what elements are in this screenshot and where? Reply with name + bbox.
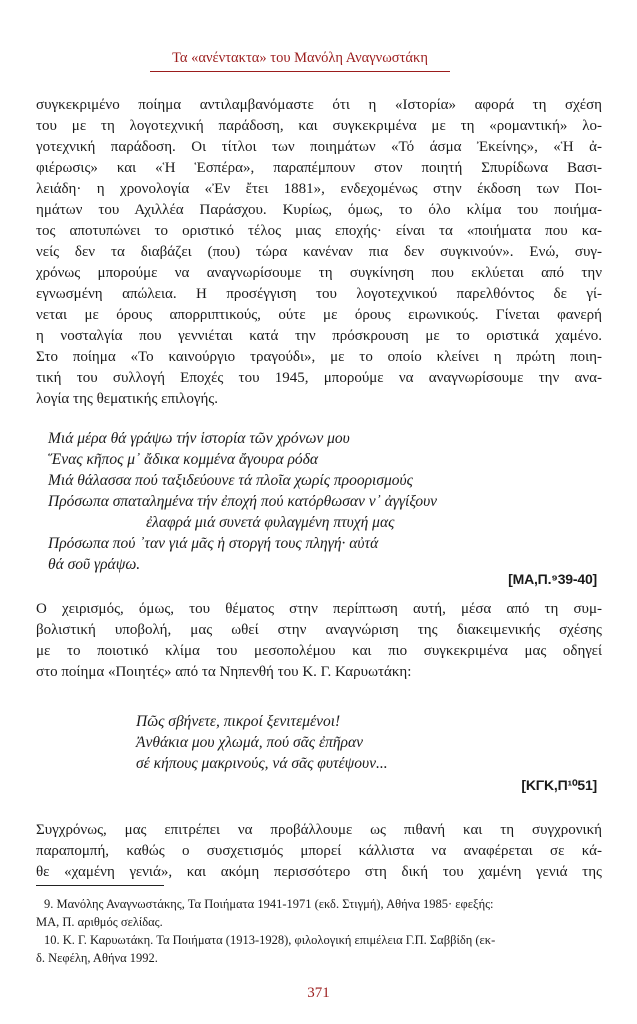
citation-reference-2: [ΚΓΚ,Π¹⁰51] (521, 777, 597, 793)
body-paragraph-1 (36, 95, 602, 410)
body-paragraph-2 (36, 599, 602, 683)
poem-line: σέ κήπους μακρινούς, νά σᾶς φυτέψουν... (136, 755, 388, 772)
poem-line: Μιά θάλασσα πού ταξιδεύουνε τά πλοῖα χωρίς προορισμούς (48, 472, 413, 489)
text-line: θε «χαμένη γενιά», και ακόμη περισσότερο στη δική του χαμένη γενιά της (36, 864, 602, 880)
text-line: του με τη λογοτεχνική παράδοση, και συγκεκριμένα με τη «ρομαντική» λο- (36, 118, 602, 134)
text-line: παραπομπή, καθώς ο συσχετισμός μπορεί κάλλιστα να αναφέρεται σε κά- (36, 843, 602, 859)
text-line: τος αποτυπώνει το οριστικό τέλος μιας εποχής· είναι τα «ποιήματα που κα- (36, 223, 602, 239)
poem-quote-2 (136, 711, 388, 774)
poem-line: Ἀνθάκια μου χλωμά, πού σᾶς ἐπῆραν (136, 734, 363, 751)
text-line: νείς δεν τα διαβάζει (που) τώρα κανέναν πια δεν συγκινούν». Ενώ, συγ- (36, 244, 602, 260)
running-header: Τα «ανέντακτα» του Μανόλη Αναγνωστάκη (150, 50, 450, 72)
text-line: συγκεκριμένο ποίημα αντιλαμβανόμαστε ότι η «Ιστορία» αφορά τη σχέση (36, 97, 602, 113)
text-line: βολιστική υποβολή, μας ωθεί στην αναγνώριση της διακειμενικής σχέσης (36, 622, 602, 638)
text-line: Ο χειρισμός, όμως, του θέματος στην περίπτωση αυτή, μέσα από τη συμ- (36, 601, 602, 617)
footnote-10-line-2: δ. Νεφέλη, Αθήνα 1992. (36, 951, 158, 965)
text-line: η νοσταλγία που γεννιέται κατά την πρόσκρουση με το οριστικά χαμένο. (36, 328, 602, 344)
page-number: 371 (307, 985, 330, 1001)
poem-line: Πρόσωπα σπαταλημένα τήν ἐποχή πού κατόρθωσαν ν᾽ ἀγγίξουν (48, 493, 438, 510)
poem-line: Πῶς σβήνετε, πικροί ξενιτεμένοι! (136, 713, 341, 730)
text-line: εγνωσμένη απώλεια. Η προσέγγιση του λογοτεχνικού παρελθόντος δε γί- (36, 286, 602, 302)
text-line: λειάδη· η χρονολογία «Ἐν ἔτει 1881», ενδεχομένως στην έκδοση των Ποι- (36, 181, 602, 197)
poem-quote-1 (48, 428, 437, 575)
text-line: Συγχρόνως, μας επιτρέπει να προβάλλουμε ως πιθανή και τη συγχρονική (36, 822, 602, 838)
footnote-9-line-2: ΜΑ, Π. αριθμός σελίδας. (36, 915, 163, 929)
text-line: νεται με όρους απορριπτικούς, ούτε με όρους ειρωνικούς. Γίνεται φανερή (36, 307, 602, 323)
text-line: ημάτων του Αχιλλέα Παράσχου. Κυρίως, όμως, το όλο κλίμα του ποιήμα- (36, 202, 602, 218)
poem-line: ἐλαφρά μιά συνετά φυλαγμένη πτυχή μας (146, 514, 395, 531)
text-line: χρόνως μπορούμε να αναγνωρίσουμε τη συγκίνηση που εκλύεται από την (36, 265, 602, 281)
text-line: στο ποίημα «Ποιητές» από τα Νηπενθή του Κ. Γ. Καρυωτάκη: (36, 664, 412, 680)
text-line: με το ποιοτικό κλίμα του μεσοπολέμου και πιο συγκεκριμένα μας οδηγεί (36, 643, 602, 659)
footnote-9-line-1: 9. Μανόλης Αναγνωστάκης, Τα Ποιήματα 1941-1971 (εκδ. Στιγμή), Αθήνα 1985· εφεξής: (44, 897, 494, 911)
citation-reference-1: [ΜΑ,Π.⁹39-40] (508, 571, 597, 587)
poem-line: Μιά μέρα θά γράψω τήν ἱστορία τῶν χρόνων μου (48, 430, 350, 447)
footnotes (36, 895, 602, 967)
text-line: τική του συλλογή Εποχές του 1945, μπορούμε να αναγνωρίσουμε την ανα- (36, 370, 602, 386)
text-line: φιέρωσις» και «Ἡ Ἑσπέρα», παραπέμπουν στον ποιητή Σπυρίδωνα Βασι- (36, 160, 602, 176)
text-line: Στο ποίημα «Το καινούργιο τραγούδι», με το οποίο κλείνει η πρώτη ποιη- (36, 349, 602, 365)
text-line: λογία της θεματικής επιλογής. (36, 391, 218, 407)
body-paragraph-3 (36, 820, 602, 883)
poem-line: Πρόσωπα πού ᾽ταν γιά μᾶς ἡ στοργή τους πληγή· αὐτά (48, 535, 379, 552)
text-line: γοτεχνική παράδοση. Οι τίτλοι των ποιημάτων «Τό άσμα Ἐκείνης», «Ἡ ἀ- (36, 139, 602, 155)
poem-line: Ἕνας κῆπος μ᾽ ἄδικα κομμένα ἄγουρα ρόδα (48, 451, 318, 468)
footnote-10-line-1: 10. Κ. Γ. Καρυωτάκη. Τα Ποιήματα (1913-1928), φιλολογική επιμέλεια Γ.Π. Σαββίδη (εκ- (44, 933, 496, 947)
footnote-divider (36, 885, 164, 886)
poem-line: θά σοῦ γράψω. (48, 556, 141, 573)
